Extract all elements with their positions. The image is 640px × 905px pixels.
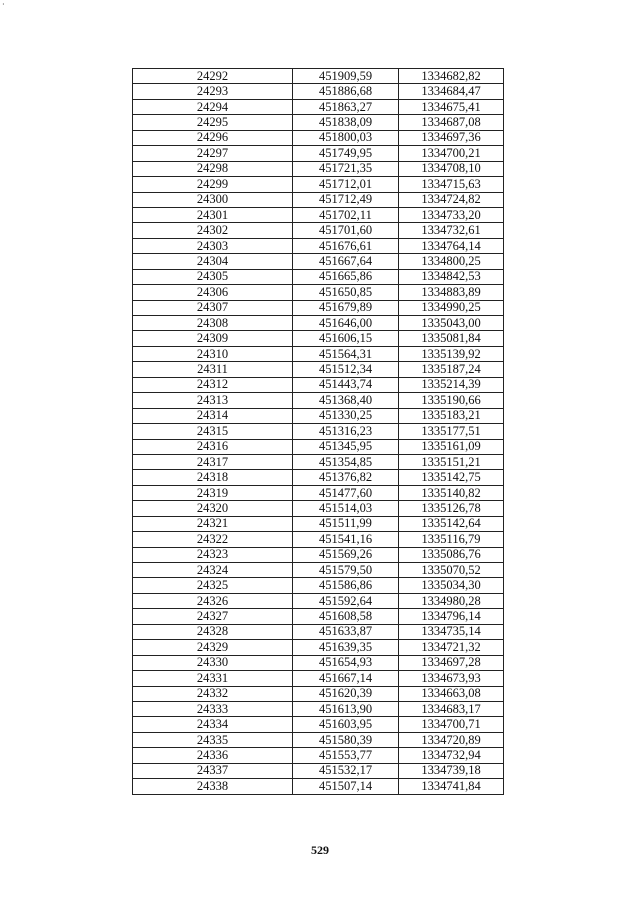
table-row	[133, 99, 504, 114]
table-row	[133, 285, 504, 300]
table-row	[133, 717, 504, 732]
x-coordinate-cell: 451443,74	[293, 377, 399, 392]
x-coordinate-cell: 451580,39	[293, 732, 399, 747]
y-coordinate-cell: 1334684,47	[399, 84, 504, 99]
x-coordinate-cell: 451330,25	[293, 408, 399, 423]
x-coordinate-cell: 451679,89	[293, 300, 399, 315]
point-id-cell: 24311	[133, 362, 293, 377]
point-id-cell: 24321	[133, 516, 293, 531]
table-row	[133, 779, 504, 794]
y-coordinate-cell: 1334800,25	[399, 254, 504, 269]
table-row	[133, 624, 504, 639]
x-coordinate-cell: 451579,50	[293, 563, 399, 578]
y-coordinate-cell: 1334842,53	[399, 269, 504, 284]
table-row	[133, 516, 504, 531]
x-coordinate-cell: 451512,34	[293, 362, 399, 377]
table-row	[133, 593, 504, 608]
corner-mark: ·	[2, 0, 5, 9]
y-coordinate-cell: 1335116,79	[399, 532, 504, 547]
point-id-cell: 24310	[133, 346, 293, 361]
x-coordinate-cell: 451650,85	[293, 285, 399, 300]
coordinates-table	[132, 68, 504, 795]
y-coordinate-cell: 1334739,18	[399, 763, 504, 778]
x-coordinate-cell: 451712,01	[293, 177, 399, 192]
y-coordinate-cell: 1334687,08	[399, 115, 504, 130]
point-id-cell: 24313	[133, 393, 293, 408]
x-coordinate-cell: 451800,03	[293, 130, 399, 145]
table-row	[133, 331, 504, 346]
table-row	[133, 454, 504, 469]
x-coordinate-cell: 451633,87	[293, 624, 399, 639]
point-id-cell: 24328	[133, 624, 293, 639]
point-id-cell: 24317	[133, 454, 293, 469]
point-id-cell: 24323	[133, 547, 293, 562]
point-id-cell: 24312	[133, 377, 293, 392]
table-row	[133, 655, 504, 670]
y-coordinate-cell: 1334732,94	[399, 748, 504, 763]
y-coordinate-cell: 1335142,64	[399, 516, 504, 531]
x-coordinate-cell: 451613,90	[293, 701, 399, 716]
y-coordinate-cell: 1334663,08	[399, 686, 504, 701]
y-coordinate-cell: 1335081,84	[399, 331, 504, 346]
point-id-cell: 24336	[133, 748, 293, 763]
y-coordinate-cell: 1334990,25	[399, 300, 504, 315]
y-coordinate-cell: 1335070,52	[399, 563, 504, 578]
x-coordinate-cell: 451676,61	[293, 238, 399, 253]
point-id-cell: 24294	[133, 99, 293, 114]
point-id-cell: 24335	[133, 732, 293, 747]
y-coordinate-cell: 1335043,00	[399, 316, 504, 331]
y-coordinate-cell: 1334741,84	[399, 779, 504, 794]
y-coordinate-cell: 1335187,24	[399, 362, 504, 377]
point-id-cell: 24325	[133, 578, 293, 593]
point-id-cell: 24292	[133, 69, 293, 84]
point-id-cell: 24330	[133, 655, 293, 670]
table-row	[133, 470, 504, 485]
point-id-cell: 24304	[133, 254, 293, 269]
table-row	[133, 578, 504, 593]
point-id-cell: 24319	[133, 485, 293, 500]
point-id-cell: 24324	[133, 563, 293, 578]
x-coordinate-cell: 451592,64	[293, 593, 399, 608]
x-coordinate-cell: 451702,11	[293, 207, 399, 222]
table-row	[133, 238, 504, 253]
table-row	[133, 609, 504, 624]
y-coordinate-cell: 1334735,14	[399, 624, 504, 639]
table-row	[133, 146, 504, 161]
point-id-cell: 24296	[133, 130, 293, 145]
x-coordinate-cell: 451606,15	[293, 331, 399, 346]
table-row	[133, 377, 504, 392]
y-coordinate-cell: 1334697,28	[399, 655, 504, 670]
table-row	[133, 532, 504, 547]
point-id-cell: 24301	[133, 207, 293, 222]
table-row	[133, 640, 504, 655]
x-coordinate-cell: 451639,35	[293, 640, 399, 655]
x-coordinate-cell: 451345,95	[293, 439, 399, 454]
y-coordinate-cell: 1334980,28	[399, 593, 504, 608]
point-id-cell: 24332	[133, 686, 293, 701]
y-coordinate-cell: 1335142,75	[399, 470, 504, 485]
x-coordinate-cell: 451701,60	[293, 223, 399, 238]
table-row	[133, 563, 504, 578]
x-coordinate-cell: 451586,86	[293, 578, 399, 593]
table-row	[133, 316, 504, 331]
point-id-cell: 24320	[133, 501, 293, 516]
table-row	[133, 671, 504, 686]
point-id-cell: 24298	[133, 161, 293, 176]
table-row	[133, 362, 504, 377]
x-coordinate-cell: 451553,77	[293, 748, 399, 763]
table-row	[133, 501, 504, 516]
point-id-cell: 24314	[133, 408, 293, 423]
y-coordinate-cell: 1334732,61	[399, 223, 504, 238]
y-coordinate-cell: 1335183,21	[399, 408, 504, 423]
table-row	[133, 408, 504, 423]
y-coordinate-cell: 1335214,39	[399, 377, 504, 392]
y-coordinate-cell: 1334675,41	[399, 99, 504, 114]
point-id-cell: 24334	[133, 717, 293, 732]
y-coordinate-cell: 1335177,51	[399, 424, 504, 439]
x-coordinate-cell: 451514,03	[293, 501, 399, 516]
point-id-cell: 24295	[133, 115, 293, 130]
x-coordinate-cell: 451603,95	[293, 717, 399, 732]
table-row	[133, 763, 504, 778]
y-coordinate-cell: 1335034,30	[399, 578, 504, 593]
x-coordinate-cell: 451541,16	[293, 532, 399, 547]
x-coordinate-cell: 451354,85	[293, 454, 399, 469]
x-coordinate-cell: 451909,59	[293, 69, 399, 84]
table-row	[133, 69, 504, 84]
x-coordinate-cell: 451712,49	[293, 192, 399, 207]
point-id-cell: 24338	[133, 779, 293, 794]
y-coordinate-cell: 1334721,32	[399, 640, 504, 655]
x-coordinate-cell: 451316,23	[293, 424, 399, 439]
table-row	[133, 130, 504, 145]
table-row	[133, 748, 504, 763]
point-id-cell: 24297	[133, 146, 293, 161]
point-id-cell: 24318	[133, 470, 293, 485]
point-id-cell: 24316	[133, 439, 293, 454]
table-row	[133, 223, 504, 238]
point-id-cell: 24302	[133, 223, 293, 238]
table-row	[133, 547, 504, 562]
x-coordinate-cell: 451532,17	[293, 763, 399, 778]
point-id-cell: 24329	[133, 640, 293, 655]
table-row	[133, 485, 504, 500]
x-coordinate-cell: 451507,14	[293, 779, 399, 794]
table-row	[133, 207, 504, 222]
table-row	[133, 177, 504, 192]
table-row	[133, 269, 504, 284]
x-coordinate-cell: 451511,99	[293, 516, 399, 531]
table-row	[133, 424, 504, 439]
y-coordinate-cell: 1334733,20	[399, 207, 504, 222]
point-id-cell: 24315	[133, 424, 293, 439]
y-coordinate-cell: 1335161,09	[399, 439, 504, 454]
table-row	[133, 686, 504, 701]
x-coordinate-cell: 451838,09	[293, 115, 399, 130]
y-coordinate-cell: 1334796,14	[399, 609, 504, 624]
x-coordinate-cell: 451667,64	[293, 254, 399, 269]
page-number: 529	[311, 843, 329, 857]
y-coordinate-cell: 1334682,82	[399, 69, 504, 84]
x-coordinate-cell: 451477,60	[293, 485, 399, 500]
table-row	[133, 439, 504, 454]
x-coordinate-cell: 451886,68	[293, 84, 399, 99]
point-id-cell: 24322	[133, 532, 293, 547]
point-id-cell: 24309	[133, 331, 293, 346]
y-coordinate-cell: 1334764,14	[399, 238, 504, 253]
y-coordinate-cell: 1334697,36	[399, 130, 504, 145]
y-coordinate-cell: 1334700,71	[399, 717, 504, 732]
y-coordinate-cell: 1334673,93	[399, 671, 504, 686]
y-coordinate-cell: 1335140,82	[399, 485, 504, 500]
point-id-cell: 24300	[133, 192, 293, 207]
point-id-cell: 24293	[133, 84, 293, 99]
x-coordinate-cell: 451654,93	[293, 655, 399, 670]
table-row	[133, 84, 504, 99]
y-coordinate-cell: 1335126,78	[399, 501, 504, 516]
table-row	[133, 161, 504, 176]
table-row	[133, 732, 504, 747]
x-coordinate-cell: 451863,27	[293, 99, 399, 114]
point-id-cell: 24331	[133, 671, 293, 686]
y-coordinate-cell: 1334683,17	[399, 701, 504, 716]
y-coordinate-cell: 1334883,89	[399, 285, 504, 300]
table-row	[133, 393, 504, 408]
table-row	[133, 346, 504, 361]
x-coordinate-cell: 451667,14	[293, 671, 399, 686]
coordinates-table-body	[133, 69, 504, 795]
x-coordinate-cell: 451564,31	[293, 346, 399, 361]
y-coordinate-cell: 1335139,92	[399, 346, 504, 361]
x-coordinate-cell: 451749,95	[293, 146, 399, 161]
table-row	[133, 115, 504, 130]
point-id-cell: 24337	[133, 763, 293, 778]
point-id-cell: 24327	[133, 609, 293, 624]
point-id-cell: 24308	[133, 316, 293, 331]
x-coordinate-cell: 451721,35	[293, 161, 399, 176]
x-coordinate-cell: 451376,82	[293, 470, 399, 485]
y-coordinate-cell: 1334720,89	[399, 732, 504, 747]
table-row	[133, 300, 504, 315]
point-id-cell: 24306	[133, 285, 293, 300]
table-row	[133, 192, 504, 207]
y-coordinate-cell: 1335151,21	[399, 454, 504, 469]
point-id-cell: 24299	[133, 177, 293, 192]
point-id-cell: 24305	[133, 269, 293, 284]
point-id-cell: 24307	[133, 300, 293, 315]
y-coordinate-cell: 1334724,82	[399, 192, 504, 207]
x-coordinate-cell: 451569,26	[293, 547, 399, 562]
y-coordinate-cell: 1335086,76	[399, 547, 504, 562]
x-coordinate-cell: 451620,39	[293, 686, 399, 701]
x-coordinate-cell: 451665,86	[293, 269, 399, 284]
y-coordinate-cell: 1334715,63	[399, 177, 504, 192]
y-coordinate-cell: 1335190,66	[399, 393, 504, 408]
x-coordinate-cell: 451608,58	[293, 609, 399, 624]
x-coordinate-cell: 451646,00	[293, 316, 399, 331]
point-id-cell: 24333	[133, 701, 293, 716]
point-id-cell: 24303	[133, 238, 293, 253]
y-coordinate-cell: 1334708,10	[399, 161, 504, 176]
y-coordinate-cell: 1334700,21	[399, 146, 504, 161]
x-coordinate-cell: 451368,40	[293, 393, 399, 408]
table-row	[133, 254, 504, 269]
table-row	[133, 701, 504, 716]
point-id-cell: 24326	[133, 593, 293, 608]
